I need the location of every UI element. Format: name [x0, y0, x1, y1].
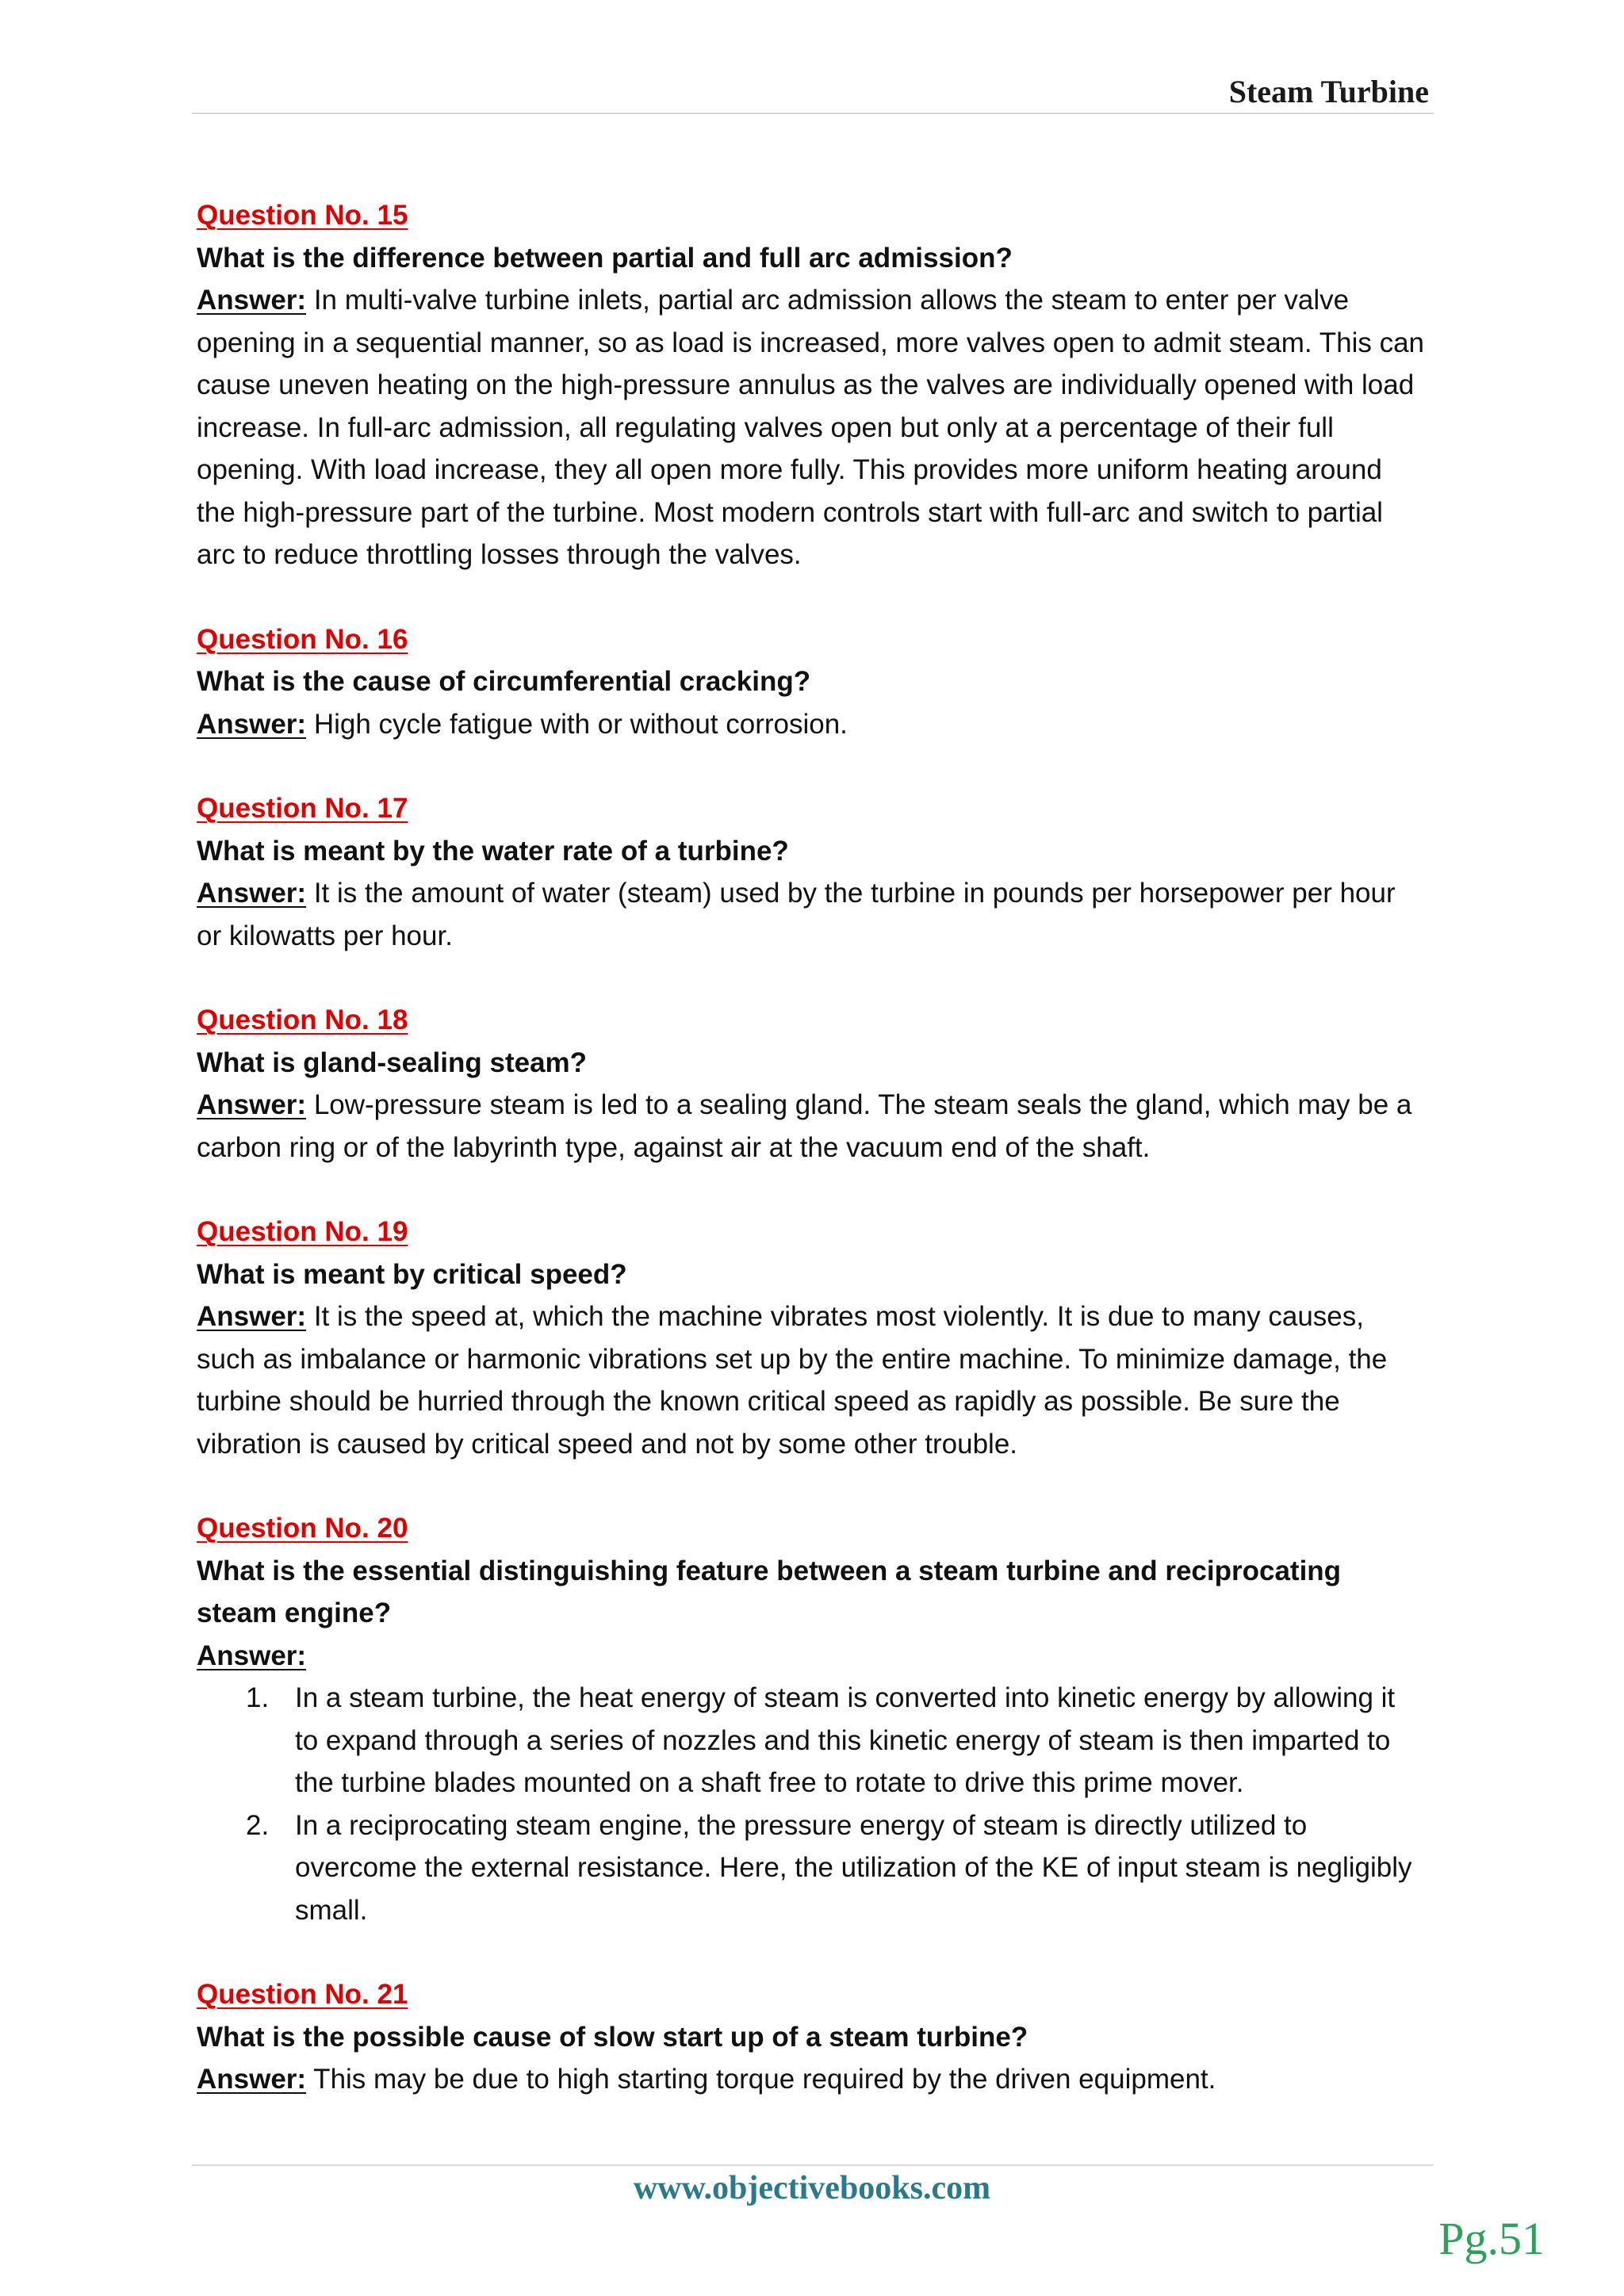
answer-label: Answer: — [197, 285, 307, 316]
answer-text: It is the speed at, which the machine vibrates most violently. It is due to many causes, such as imbalance or harmonic vibrations set up by the entire machine. To minimize damage, the turbine should be hurried through the known critical speed as rapidly as possible. Be sure the vibration is caused by critical speed and not by some other trouble. — [197, 1301, 1388, 1460]
question-text: What is gland-sealing steam? — [197, 1047, 588, 1078]
question-number: Question No. 19 — [197, 1216, 408, 1247]
list-item-text: In a steam turbine, the heat energy of steam is converted into kinetic energy by allowing it to expand through a series of nozzles and this kinetic energy of steam is then imparted to the turbine blades mounted on a shaft free to rotate to drive this prime mover. — [295, 1682, 1396, 1798]
question-text: What is the difference between partial and full arc admission? — [197, 242, 1013, 274]
question-number: Question No. 18 — [197, 1004, 408, 1035]
answer-text: Low-pressure steam is led to a sealing gland. The steam seals the gland, which may be a carbon ring or of the labyrinth type, against air at the vacuum end of the shaft. — [197, 1089, 1412, 1163]
question-block-20 — [197, 1507, 1424, 1931]
question-block-16 — [197, 618, 1424, 746]
question-number: Question No. 16 — [197, 623, 408, 655]
list-item-number: 1. — [246, 1682, 270, 1713]
question-block-19 — [197, 1211, 1424, 1465]
question-text: What is the cause of circumferential cracking? — [197, 666, 811, 697]
page-number: Pg.51 — [1438, 2213, 1545, 2264]
question-block-15 — [197, 194, 1424, 576]
question-number: Question No. 15 — [197, 200, 408, 231]
answer-text: In multi-valve turbine inlets, partial arc admission allows the steam to enter per valve opening in a sequential manner, so as load is increased, more valves open to admit steam. This can cause uneven heating on the high-pressure annulus as the valves are individually opened with load increase. In full-arc admission, all regulating valves open but only at a percentage of their full opening. With load increase, they all open more fully. This provides more uniform heating around the high-pressure part of the turbine. Most modern controls start with full-arc and switch to partial arc to reduce throttling losses through the valves. — [197, 285, 1425, 570]
list-item-number: 2. — [246, 1809, 270, 1841]
question-text: What is the essential distinguishing feature between a steam turbine and reciprocating steam engine? — [197, 1555, 1342, 1628]
answer-label: Answer: — [197, 878, 307, 909]
answer-paragraph — [197, 703, 1424, 746]
answer-label: Answer: — [197, 708, 307, 740]
answer-paragraph — [197, 1295, 1424, 1465]
question-block-18 — [197, 999, 1424, 1169]
answer-paragraph — [197, 1084, 1424, 1169]
question-number: Question No. 21 — [197, 1979, 408, 2010]
running-header-title: Steam Turbine — [1228, 74, 1429, 109]
list-item-text: In a reciprocating steam engine, the pressure energy of steam is directly utilized to overcome the external resistance. Here, the utilization of the KE of input steam is negligibly small. — [295, 1809, 1412, 1926]
question-text: What is meant by critical speed? — [197, 1258, 627, 1290]
answer-list-item — [197, 1804, 1424, 1932]
question-number: Question No. 20 — [197, 1513, 408, 1544]
answer-label: Answer: — [197, 1301, 307, 1332]
answer-text: This may be due to high starting torque required by the driven equipment. — [306, 2064, 1216, 2095]
answer-paragraph — [197, 2058, 1424, 2101]
footer-website-link[interactable]: www.objectivebooks.com — [633, 2170, 991, 2206]
answer-label: Answer: — [197, 1089, 307, 1120]
answer-label: Answer: — [197, 2064, 307, 2095]
answer-list-item — [197, 1677, 1424, 1804]
answer-label: Answer: — [197, 1640, 307, 1671]
question-text: What is meant by the water rate of a turbine? — [197, 835, 789, 867]
page-content — [197, 194, 1424, 2143]
answer-paragraph — [197, 279, 1424, 576]
footer-divider — [192, 2164, 1434, 2166]
question-block-21 — [197, 1973, 1424, 2101]
header-divider — [192, 113, 1434, 114]
answer-text: High cycle fatigue with or without corrosion. — [306, 708, 848, 740]
question-block-17 — [197, 787, 1424, 957]
answer-list — [197, 1677, 1424, 1931]
question-text: What is the possible cause of slow start up of a steam turbine? — [197, 2021, 1028, 2053]
answer-text: It is the amount of water (steam) used by the turbine in pounds per horsepower per hour or kilowatts per hour. — [197, 878, 1396, 951]
question-number: Question No. 17 — [197, 793, 408, 824]
answer-paragraph — [197, 872, 1424, 957]
